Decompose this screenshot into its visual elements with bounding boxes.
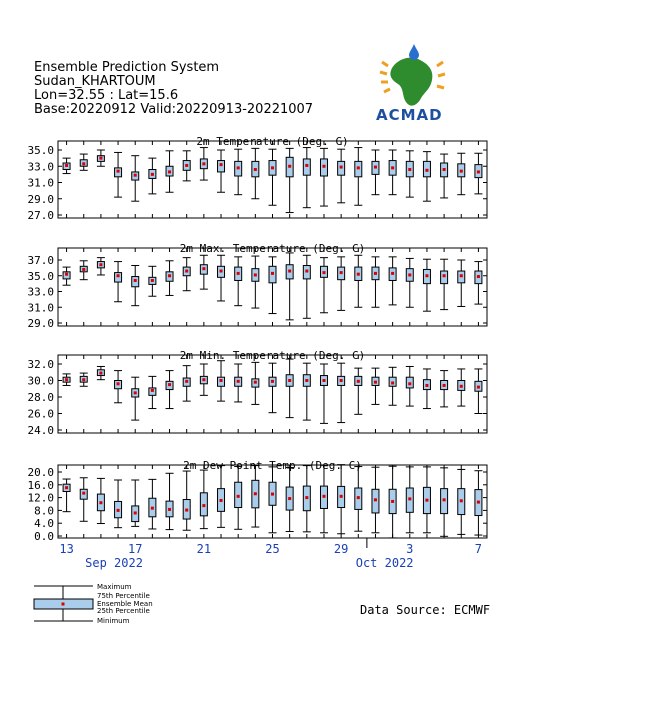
mean-marker — [271, 166, 274, 169]
mean-marker — [305, 270, 308, 273]
panel-title: 2m Dew Point Temp. (Deg. C) — [183, 459, 362, 472]
chart-panels — [28, 135, 488, 543]
mean-marker — [151, 173, 154, 176]
mean-marker — [305, 164, 308, 167]
mean-marker — [254, 168, 257, 171]
chart-panel-4 — [28, 459, 488, 543]
mean-marker — [408, 168, 411, 171]
mean-marker — [65, 273, 68, 276]
mean-marker — [322, 271, 325, 274]
mean-marker — [271, 272, 274, 275]
mean-marker — [357, 166, 360, 169]
y-tick-label: 35.0 — [27, 144, 54, 157]
mean-marker — [151, 389, 154, 392]
y-tick-label: 31.0 — [27, 301, 54, 315]
mean-marker — [117, 509, 120, 512]
x-day-label: 17 — [127, 542, 143, 556]
mean-marker — [202, 504, 205, 507]
legend — [34, 583, 153, 625]
mean-marker — [65, 378, 68, 381]
x-month-label: Sep 2022 — [85, 556, 143, 570]
mean-marker — [340, 166, 343, 169]
mean-marker — [271, 493, 274, 496]
mean-marker — [220, 270, 223, 273]
x-axis-labels — [59, 538, 482, 570]
mean-marker — [391, 500, 394, 503]
mean-marker — [443, 498, 446, 501]
mean-marker — [185, 164, 188, 167]
chart-panel-2 — [28, 242, 488, 330]
mean-marker — [357, 380, 360, 383]
mean-marker — [185, 380, 188, 383]
mean-marker — [408, 497, 411, 500]
mean-marker — [322, 495, 325, 498]
mean-marker — [134, 279, 137, 282]
system-title: Ensemble Prediction System — [34, 60, 220, 75]
mean-marker — [460, 170, 463, 173]
iqr-box — [303, 159, 310, 175]
y-tick-label: 24.0 — [27, 424, 54, 437]
mean-marker — [460, 274, 463, 277]
x-month-label: Oct 2022 — [355, 556, 414, 570]
mean-marker — [134, 174, 137, 177]
mean-marker — [220, 499, 223, 502]
mean-marker — [134, 511, 137, 514]
y-tick-label: 30.0 — [27, 374, 54, 388]
x-day-label: 7 — [474, 542, 483, 556]
mean-marker — [391, 381, 394, 384]
x-day-label: 21 — [196, 542, 212, 556]
mean-marker — [305, 379, 308, 382]
chart-panel-3 — [28, 349, 488, 437]
x-day-label: 3 — [406, 542, 414, 556]
acmad-logo — [380, 44, 445, 106]
y-tick-label: 0.0 — [34, 530, 54, 543]
mean-marker — [168, 274, 171, 277]
mean-marker — [185, 270, 188, 273]
mean-marker — [202, 267, 205, 270]
mean-marker — [288, 270, 291, 273]
mean-marker — [254, 381, 257, 384]
mean-marker — [374, 166, 377, 169]
mean-marker — [82, 162, 85, 165]
mean-marker — [220, 163, 223, 166]
y-tick-label: 29.0 — [27, 317, 54, 330]
chart-panel-1 — [28, 135, 488, 222]
mean-marker — [288, 165, 291, 168]
y-tick-label: 27.0 — [27, 209, 54, 222]
mean-marker — [202, 162, 205, 165]
legend-mean-marker — [62, 603, 65, 606]
data-source-label: Data Source: ECMWF — [360, 603, 491, 617]
mean-marker — [117, 170, 120, 173]
y-tick-label: 8.0 — [34, 504, 54, 518]
panel-title: 2m Max. Temperature (Deg. C) — [179, 242, 366, 255]
base-valid-label: Base:20220912 Valid:20220913-20221007 — [34, 102, 314, 117]
mean-marker — [391, 272, 394, 275]
mean-marker — [237, 495, 240, 498]
mean-marker — [443, 384, 446, 387]
mean-marker — [460, 499, 463, 502]
y-tick-label: 32.0 — [27, 358, 54, 371]
mean-marker — [305, 496, 308, 499]
mean-marker — [185, 509, 188, 512]
mean-marker — [477, 275, 480, 278]
mean-marker — [151, 279, 154, 282]
africa-map-icon — [390, 58, 432, 106]
mean-marker — [65, 164, 68, 167]
iqr-box — [441, 271, 448, 284]
mean-marker — [168, 170, 171, 173]
mean-marker — [82, 492, 85, 495]
mean-marker — [391, 166, 394, 169]
mean-marker — [99, 263, 102, 266]
mean-marker — [288, 379, 291, 382]
mean-marker — [202, 378, 205, 381]
mean-marker — [65, 486, 68, 489]
mean-marker — [443, 274, 446, 277]
mean-marker — [477, 170, 480, 173]
mean-marker — [408, 382, 411, 385]
mean-marker — [237, 380, 240, 383]
mean-marker — [477, 501, 480, 504]
mean-marker — [134, 391, 137, 394]
y-tick-label: 31.0 — [27, 176, 54, 190]
mean-marker — [237, 272, 240, 275]
mean-marker — [443, 168, 446, 171]
mean-marker — [271, 380, 274, 383]
mean-marker — [99, 372, 102, 375]
y-tick-label: 26.0 — [27, 407, 54, 421]
y-tick-label: 37.0 — [27, 254, 54, 267]
y-tick-label: 16.0 — [27, 478, 54, 492]
mean-marker — [340, 495, 343, 498]
y-tick-label: 12.0 — [27, 491, 54, 505]
y-tick-label: 20.0 — [27, 466, 54, 479]
mean-marker — [117, 382, 120, 385]
mean-marker — [99, 501, 102, 504]
y-tick-label: 35.0 — [27, 269, 54, 283]
x-day-label: 25 — [265, 542, 280, 556]
mean-marker — [237, 166, 240, 169]
mean-marker — [99, 157, 102, 160]
mean-marker — [151, 507, 154, 510]
location-label: Sudan_KHARTOUM — [34, 74, 156, 89]
mean-marker — [168, 508, 171, 511]
mean-marker — [374, 381, 377, 384]
y-tick-label: 29.0 — [27, 192, 54, 206]
x-day-label: 29 — [333, 542, 349, 556]
legend-label-max: Maximum — [97, 583, 132, 591]
y-tick-label: 4.0 — [34, 517, 54, 531]
legend-label-p25: 25th Percentile — [97, 607, 150, 615]
panel-title: 2m Temperature (Deg. C) — [196, 135, 349, 148]
mean-marker — [168, 383, 171, 386]
mean-marker — [460, 385, 463, 388]
mean-marker — [117, 274, 120, 277]
mean-marker — [425, 274, 428, 277]
legend-label-min: Minimum — [97, 617, 130, 625]
iqr-box — [115, 273, 122, 282]
mean-marker — [322, 379, 325, 382]
mean-marker — [425, 169, 428, 172]
mean-marker — [357, 273, 360, 276]
mean-marker — [357, 496, 360, 499]
mean-marker — [220, 379, 223, 382]
y-tick-label: 33.0 — [27, 285, 54, 299]
mean-marker — [82, 378, 85, 381]
x-day-label: 13 — [59, 542, 74, 556]
mean-marker — [340, 379, 343, 382]
mean-marker — [408, 273, 411, 276]
mean-marker — [477, 386, 480, 389]
legend-label-mean: Ensemble Mean — [97, 600, 153, 608]
y-tick-label: 33.0 — [27, 160, 54, 174]
mean-marker — [288, 497, 291, 500]
mean-marker — [425, 384, 428, 387]
mean-marker — [374, 498, 377, 501]
water-drop-icon — [409, 44, 419, 60]
mean-marker — [340, 271, 343, 274]
panel-title: 2m Min. Temperature (Deg. C) — [179, 349, 366, 362]
mean-marker — [374, 272, 377, 275]
mean-marker — [82, 268, 85, 271]
mean-marker — [254, 273, 257, 276]
mean-marker — [425, 499, 428, 502]
legend-label-p75: 75th Percentile — [97, 592, 150, 600]
mean-marker — [254, 492, 257, 495]
mean-marker — [322, 165, 325, 168]
coords-label: Lon=32.55 : Lat=15.6 — [34, 88, 179, 103]
iqr-box — [218, 161, 225, 172]
y-tick-label: 28.0 — [27, 391, 54, 404]
acmad-logo-text: ACMAD — [376, 106, 443, 124]
